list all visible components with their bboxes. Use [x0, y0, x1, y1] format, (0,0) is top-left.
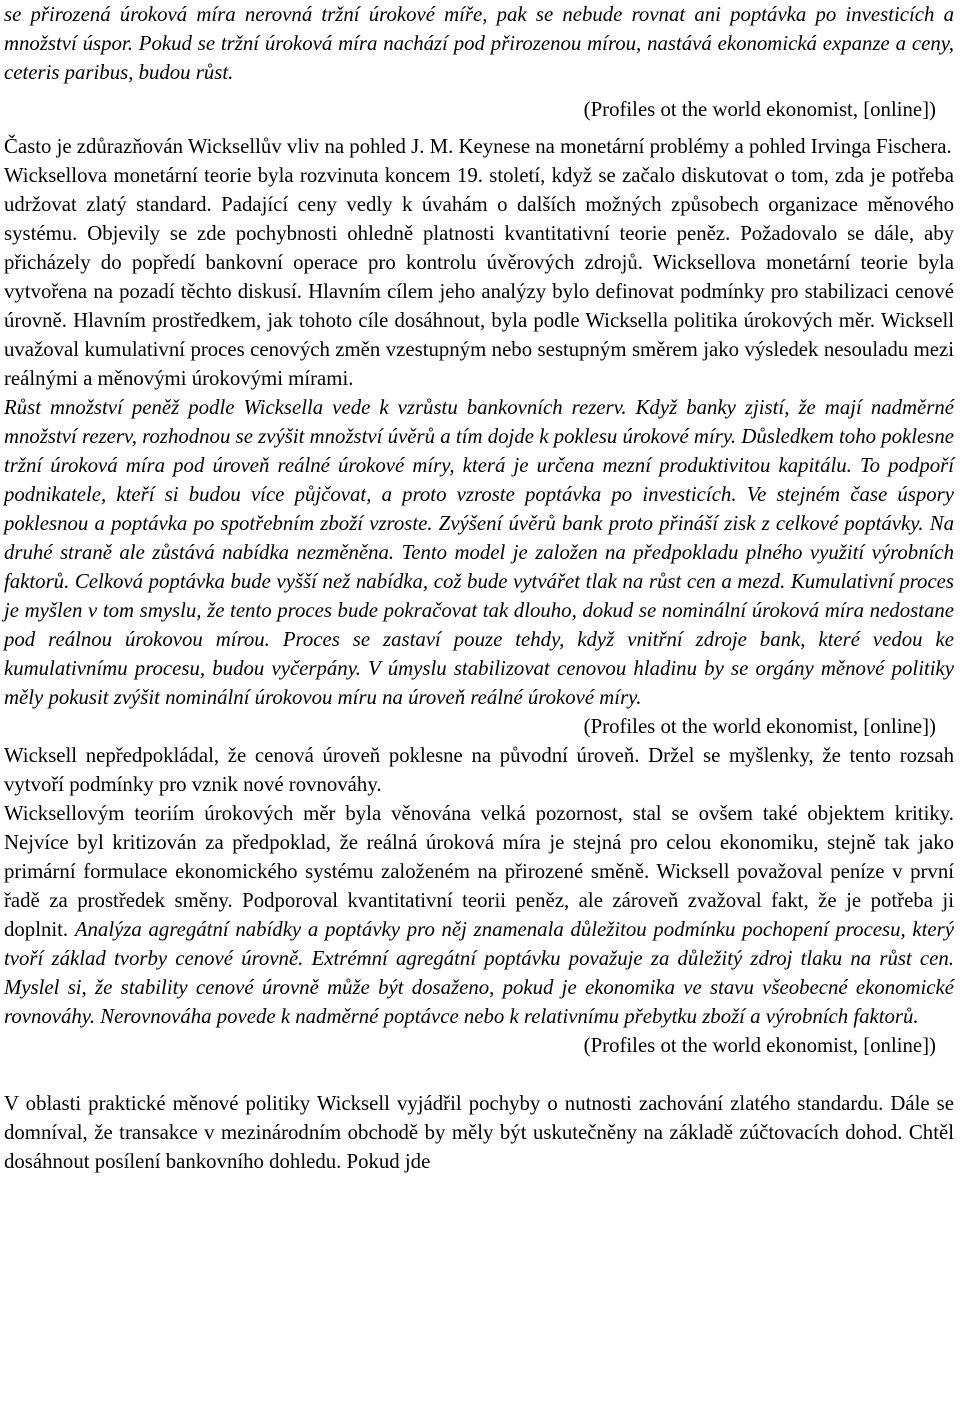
paragraph-intro: se přirozená úroková míra nerovná tržní úrokové míře, pak se nebude rovnat ani poptávka po investicích a množství úspor. Pokud se tržní úroková míra nachází pod přirozenou mírou, nastává ekonomická expanze a ceny, ceteris paribus, budou růst.	[4, 3, 954, 84]
paragraph-cumulative-process: Růst množství peněž podle Wicksella vede k vzrůstu bankovních rezerv. Když banky zjistí, že mají nadměrné množství rezerv, rozhodnou se zvýšit množství úvěrů a tím dojde k poklesu úrokové míry. Důsledkem toho poklesne tržní úroková míra pod úroveň reálné úrokové míry, která je určena mezní produktivitou kapitálu. To podpoří podnikatele, kteří si budou více půjčovat, a proto vzroste poptávka po investicích. Ve stejném čase úspory poklesnou a poptávka po spotřebním zboží vzroste. Zvýšení úvěrů bank proto přináší zisk z celkové poptávky. Na druhé straně ale zůstává nabídka nezměněna. Tento model je založen na předpokladu plného využití výrobních faktorů. Celková poptávka bude vyšší než nabídka, což bude vytvářet tlak na růst cen a mezd. Kumulativní proces je myšlen v tom smyslu, že tento proces bude pokračovat tak dlouho, dokud se nominální úroková míra nedostane pod reálnou úrokovou mírou. Proces se zastaví pouze tehdy, když vnitřní zdroje bank, které vedou ke kumulativnímu procesu, budou vyčerpány. V úmyslu stabilizovat cenovou hladinu by se orgány měnové politiky měly pokusit zvýšit nominální úrokovou míru na úroveň reálné úrokové míry.	[4, 396, 954, 709]
paragraph-criticism-italic: Analýza agregátní nabídky a poptávky pro něj znamenala důležitou podmínku pochopení procesu, který tvoří základ tvorby cenové úrovně. Extrémní agregátní poptávku považuje za důležitý zdroj tlaku na růst cen. Myslel si, že stability cenové úrovně může být dosaženo, pokud je ekonomika ve stavu všeobecné ekonomické rovnováhy. Nerovnováha povede k nadměrné poptávce nebo k relativnímu přebytku zboží a výrobních faktorů.	[4, 918, 954, 1028]
blank-line	[4, 1060, 954, 1089]
citation-1: (Profiles ot the world ekonomist, [online])	[583, 98, 936, 121]
citation-2: (Profiles ot the world ekonomist, [online])	[583, 715, 936, 738]
citation-3: (Profiles ot the world ekonomist, [online])	[583, 1034, 936, 1057]
paragraph-monetary-theory: Wicksellova monetární teorie byla rozvinuta koncem 19. století, když se začalo diskutovat o tom, zda je potřeba udržovat zlatý standard. Padající ceny vedly k úvahám o dalších možných způsobech organizace měnového systému. Objevily se zde pochybnosti ohledně platnosti kvantitativní teorie peněz. Požadovalo se dále, aby přicházely do popředí bankovní operace pro kontrolu úvěrových zdrojů. Wicksellova monetární teorie byla vytvořena na pozadí těchto diskusí. Hlavním cílem jeho analýzy bylo definovat podmínky pro stabilizaci cenové úrovně. Hlavním prostředkem, jak tohoto cíle dosáhnout, byla podle Wicksella politika úrokových měr. Wicksell uvažoval kumulativní proces cenových změn vzestupným nebo sestupným směrem jako výsledek nesouladu mezi reálnými a měnovými úrokovými mírami.	[4, 164, 954, 390]
paragraph-new-equilibrium: Wicksell nepředpokládal, že cenová úroveň poklesne na původní úroveň. Držel se myšlenky, že tento rozsah vytvoří podmínky pro vznik nové rovnováhy.	[4, 744, 954, 796]
paragraph-monetary-policy: V oblasti praktické měnové politiky Wicksell vyjádřil pochyby o nutnosti zachování zlatého standardu. Dále se domníval, že transakce v mezinárodním obchodě by měly být uskutečněny na základě zúčtovacích dohod. Chtěl dosáhnout posílení bankovního dohledu. Pokud jde	[4, 1092, 954, 1173]
document-page	[4, 0, 954, 1176]
paragraph-keynes-influence: Často je zdůrazňován Wicksellův vliv na pohled J. M. Keynese na monetární problémy a pohled Irvinga Fischera.	[4, 135, 952, 158]
paragraph-criticism	[4, 799, 954, 1031]
paragraph-criticism-normal: Wicksellovým teoriím úrokových měr byla věnována velká pozornost, stal se ovšem také objektem kritiky. Nejvíce byl kritizován za předpoklad, že reálná úroková míra je stejná pro celou ekonomiku, stejně tak jako primární formulace ekonomického systému založeném na přirozené směně. Wicksell považoval peníze v první řadě za prostředek směny. Podporoval kvantitativní teorii peněz, ale zároveň zvažoval fakt, že je potřeba ji doplnit.	[4, 802, 954, 941]
